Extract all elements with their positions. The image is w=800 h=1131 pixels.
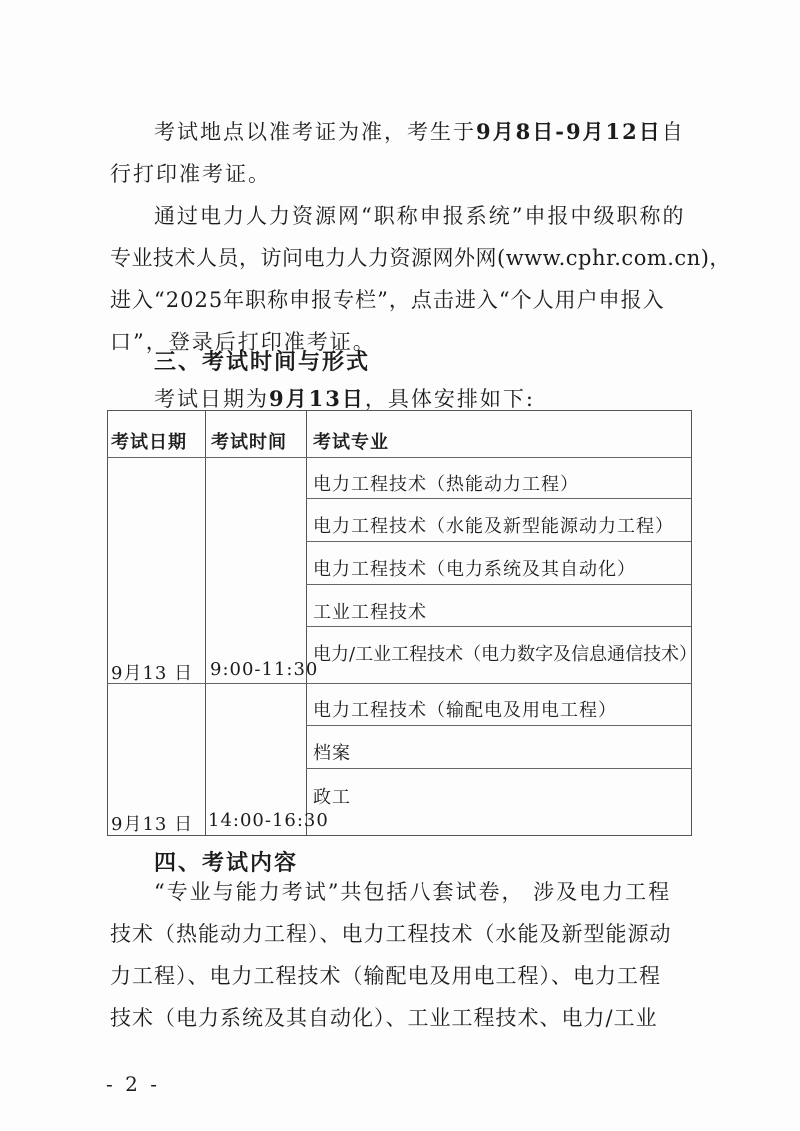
text-span: 考试日期为: [154, 387, 269, 411]
text-span: 自: [661, 120, 685, 144]
table-border: [306, 584, 691, 585]
table-cell-date: 9月13 日: [111, 663, 194, 684]
paragraph-line: 通过电力人力资源网“职称申报系统”申报中级职称的: [154, 204, 686, 228]
table-cell-time: 14:00-16:30: [208, 810, 329, 831]
table-cell-subject: 政工: [313, 787, 351, 808]
table-cell-subject: 电力工程技术（输配电及用电工程）: [313, 700, 617, 721]
table-cell-time: 9:00-11:30: [210, 659, 319, 680]
table-border: [306, 498, 691, 499]
table-border: [306, 411, 307, 835]
print-dates: 9月8日-9月12日: [476, 119, 662, 144]
paragraph-line: 技术（电力系统及其自动化）、工业工程技术、电力/工业: [110, 1006, 658, 1030]
table-border: [107, 411, 108, 835]
table-border: [107, 457, 691, 458]
exam-schedule-table: [107, 410, 698, 836]
table-border: [306, 725, 691, 726]
table-border: [107, 683, 691, 684]
section-heading-exam-content: 四、考试内容: [154, 851, 299, 876]
paragraph-line: “专业与能力考试”共包括八套试卷， 涉及电力工程: [154, 880, 672, 904]
paragraph-line: [110, 111, 690, 153]
section-heading-exam-time: 三、考试时间与形式: [154, 350, 371, 375]
paragraph-line: 专业技术人员，访问电力人力资源网外网(www.cphr.com.cn)，: [110, 246, 731, 270]
text-span: ，具体安排如下:: [364, 387, 535, 411]
page-number: - 2 -: [106, 1072, 160, 1096]
table-cell-subject: 电力/工业工程技术（电力数字及信息通信技术）: [313, 644, 698, 665]
table-border: [306, 541, 691, 542]
table-cell-subject: 电力工程技术（水能及新型能源动力工程）: [313, 516, 674, 537]
paragraph-line: 技术（热能动力工程）、电力工程技术（水能及新型能源动: [110, 922, 672, 946]
paragraph-line: 进入“2025年职称申报专栏”，点击进入“个人用户申报入: [110, 288, 665, 312]
paragraph-line: 口”，登录后打印准考证。: [110, 330, 376, 354]
table-cell-subject: 工业工程技术: [313, 602, 427, 623]
paragraph-admission-location: [110, 111, 690, 195]
paragraph-exam-content: [110, 871, 690, 1039]
column-header-subject: 考试专业: [313, 432, 389, 453]
text-span: 考试地点以准考证为准，考生于: [154, 120, 476, 144]
table-cell-subject: 电力工程技术（电力系统及其自动化）: [313, 559, 636, 580]
column-header-date: 考试日期: [111, 432, 187, 453]
table-cell-date: 9月13 日: [111, 814, 194, 835]
table-cell-subject: 电力工程技术（热能动力工程）: [313, 474, 579, 495]
table-border: [306, 626, 691, 627]
table-border: [306, 768, 691, 769]
table-border: [205, 411, 206, 835]
paragraph-print-instructions: [110, 195, 731, 363]
paragraph-line: 行打印准考证。: [110, 162, 271, 186]
paragraph-line: 力工程）、电力工程技术（输配电及用电工程）、电力工程: [110, 964, 661, 988]
column-header-time: 考试时间: [211, 432, 287, 453]
exam-date: 9月13日: [269, 386, 365, 411]
table-cell-subject: 档案: [313, 743, 351, 764]
